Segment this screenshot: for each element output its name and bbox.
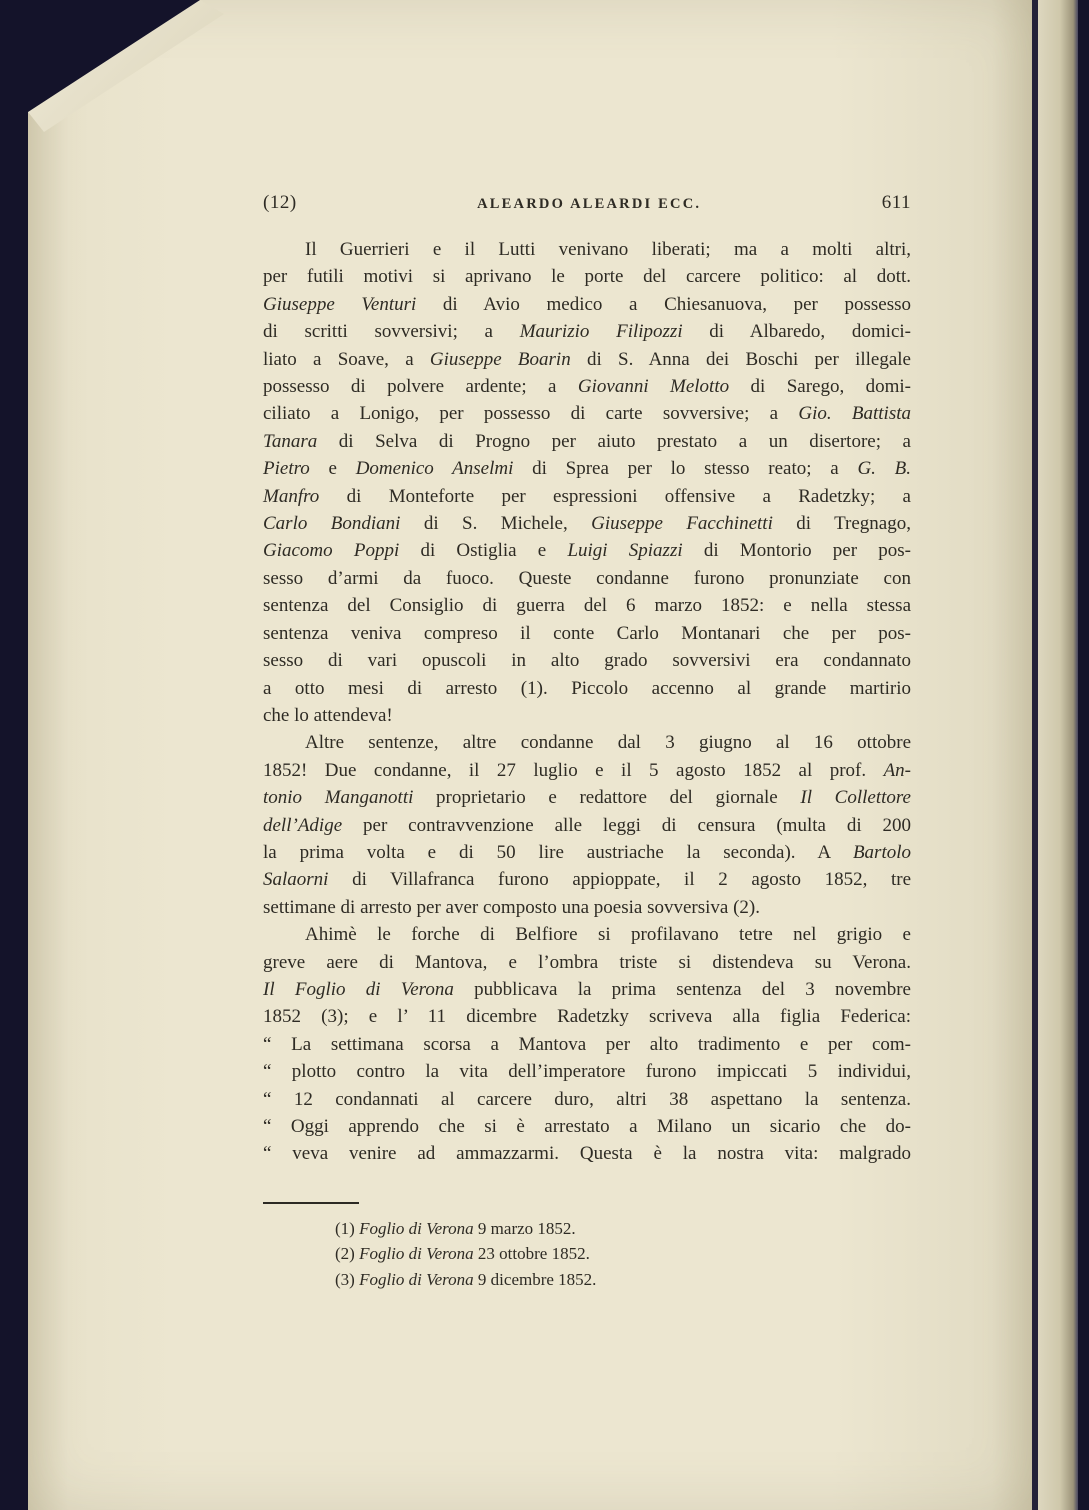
body-text	[263, 236, 911, 1168]
text-line: “ plotto contro la vita dell’imperatore furono impiccati 5 individui,	[263, 1061, 911, 1083]
footnote-line: (1) Foglio di Verona 9 marzo 1852.	[335, 1218, 576, 1238]
text-line: liato a Soave, a Giuseppe Boarin di S. Anna dei Boschi per illegale	[263, 348, 911, 370]
text-line: settimane di arresto per aver composto una poesia sovversiva (2).	[263, 896, 761, 918]
footnote-line: (2) Foglio di Verona 23 ottobre 1852.	[335, 1244, 590, 1264]
running-title: ALEARDO ALEARDI ECC.	[477, 196, 702, 212]
text-line: Giuseppe Venturi di Avio medico a Chiesanuova, per possesso	[263, 293, 911, 315]
text-line: Carlo Bondiani di S. Michele, Giuseppe Facchinetti di Tregnago,	[263, 513, 911, 535]
text-line: greve aere di Mantova, e l’ombra triste si distendeva su Verona.	[263, 951, 911, 973]
text-line: Tanara di Selva di Progno per aiuto prestato a un disertore; a	[263, 430, 911, 452]
text-line: possesso di polvere ardente; a Giovanni Melotto di Sarego, domi-	[263, 376, 911, 398]
text-line: “ Oggi apprendo che si è arrestato a Milano un sicario che do-	[263, 1116, 911, 1137]
text-line: sentenza del Consiglio di guerra del 6 marzo 1852: e nella stessa	[263, 595, 911, 617]
adjacent-page-edge	[1038, 0, 1078, 1510]
text-line: “ veva venire ad ammazzarmi. Questa è la nostra vita: malgrado	[263, 1143, 911, 1165]
text-line: dell’Adige per contravvenzione alle leggi di censura (multa di 200	[263, 814, 911, 836]
page-marker: (12)	[263, 192, 297, 213]
page-paper	[28, 0, 1032, 1510]
text-line: Manfro di Monteforte per espressioni offensive a Radetzky; a	[263, 485, 911, 507]
page-content	[263, 192, 911, 1292]
text-line: che lo attendeva!	[263, 704, 393, 726]
footnote-separator	[263, 1202, 359, 1204]
text-line: “ La settimana scorsa a Mantova per alto tradimento e per com-	[263, 1033, 911, 1055]
text-line: 1852 (3); e l’ 11 dicembre Radetzky scriveva alla figlia Federica:	[263, 1006, 911, 1028]
footnotes	[263, 1216, 911, 1293]
text-line: sesso d’armi da fuoco. Queste condanne furono pronunziate con	[263, 567, 911, 589]
text-line: 1852! Due condanne, il 27 luglio e il 5 agosto 1852 al prof. An-	[263, 759, 911, 781]
text-line: Salaorni di Villafranca furono appioppate, il 2 agosto 1852, tre	[263, 869, 911, 891]
text-line: Il Foglio di Verona pubblicava la prima sentenza del 3 novembre	[263, 978, 911, 1000]
text-line: tonio Manganotti proprietario e redattore del giornale Il Collettore	[263, 787, 911, 809]
page-header	[263, 192, 911, 214]
text-line: la prima volta e di 50 lire austriache la seconda). A Bartolo	[263, 841, 911, 863]
page-number: 611	[881, 192, 911, 213]
text-line: Il Guerrieri e il Lutti venivano liberati; ma a molti altri,	[305, 239, 911, 260]
text-line: sesso di vari opuscoli in alto grado sovversivi era condannato	[263, 650, 911, 672]
text-line: ciliato a Lonigo, per possesso di carte sovversive; a Gio. Battista	[263, 403, 911, 425]
text-line: Giacomo Poppi di Ostiglia e Luigi Spiazzi di Montorio per pos-	[263, 540, 911, 562]
text-line: Pietro e Domenico Anselmi di Sprea per lo stesso reato; a G. B.	[263, 458, 911, 480]
text-line: sentenza veniva compreso il conte Carlo Montanari che per pos-	[263, 622, 911, 644]
text-line: Ahimè le forche di Belfiore si profilavano tetre nel grigio e	[305, 924, 911, 946]
text-line: “ 12 condannati al carcere duro, altri 38 aspettano la sentenza.	[263, 1088, 911, 1110]
footnote-line: (3) Foglio di Verona 9 dicembre 1852.	[335, 1269, 597, 1289]
torn-corner-shadow	[28, 0, 200, 112]
text-line: di scritti sovversivi; a Maurizio Filipozzi di Albaredo, domici-	[263, 321, 911, 343]
text-line: Altre sentenze, altre condanne dal 3 giugno al 16 ottobre	[305, 732, 911, 754]
text-line: a otto mesi di arresto (1). Piccolo accenno al grande martirio	[263, 677, 911, 699]
text-line: per futili motivi si aprivano le porte del carcere politico: al dott.	[263, 266, 911, 288]
